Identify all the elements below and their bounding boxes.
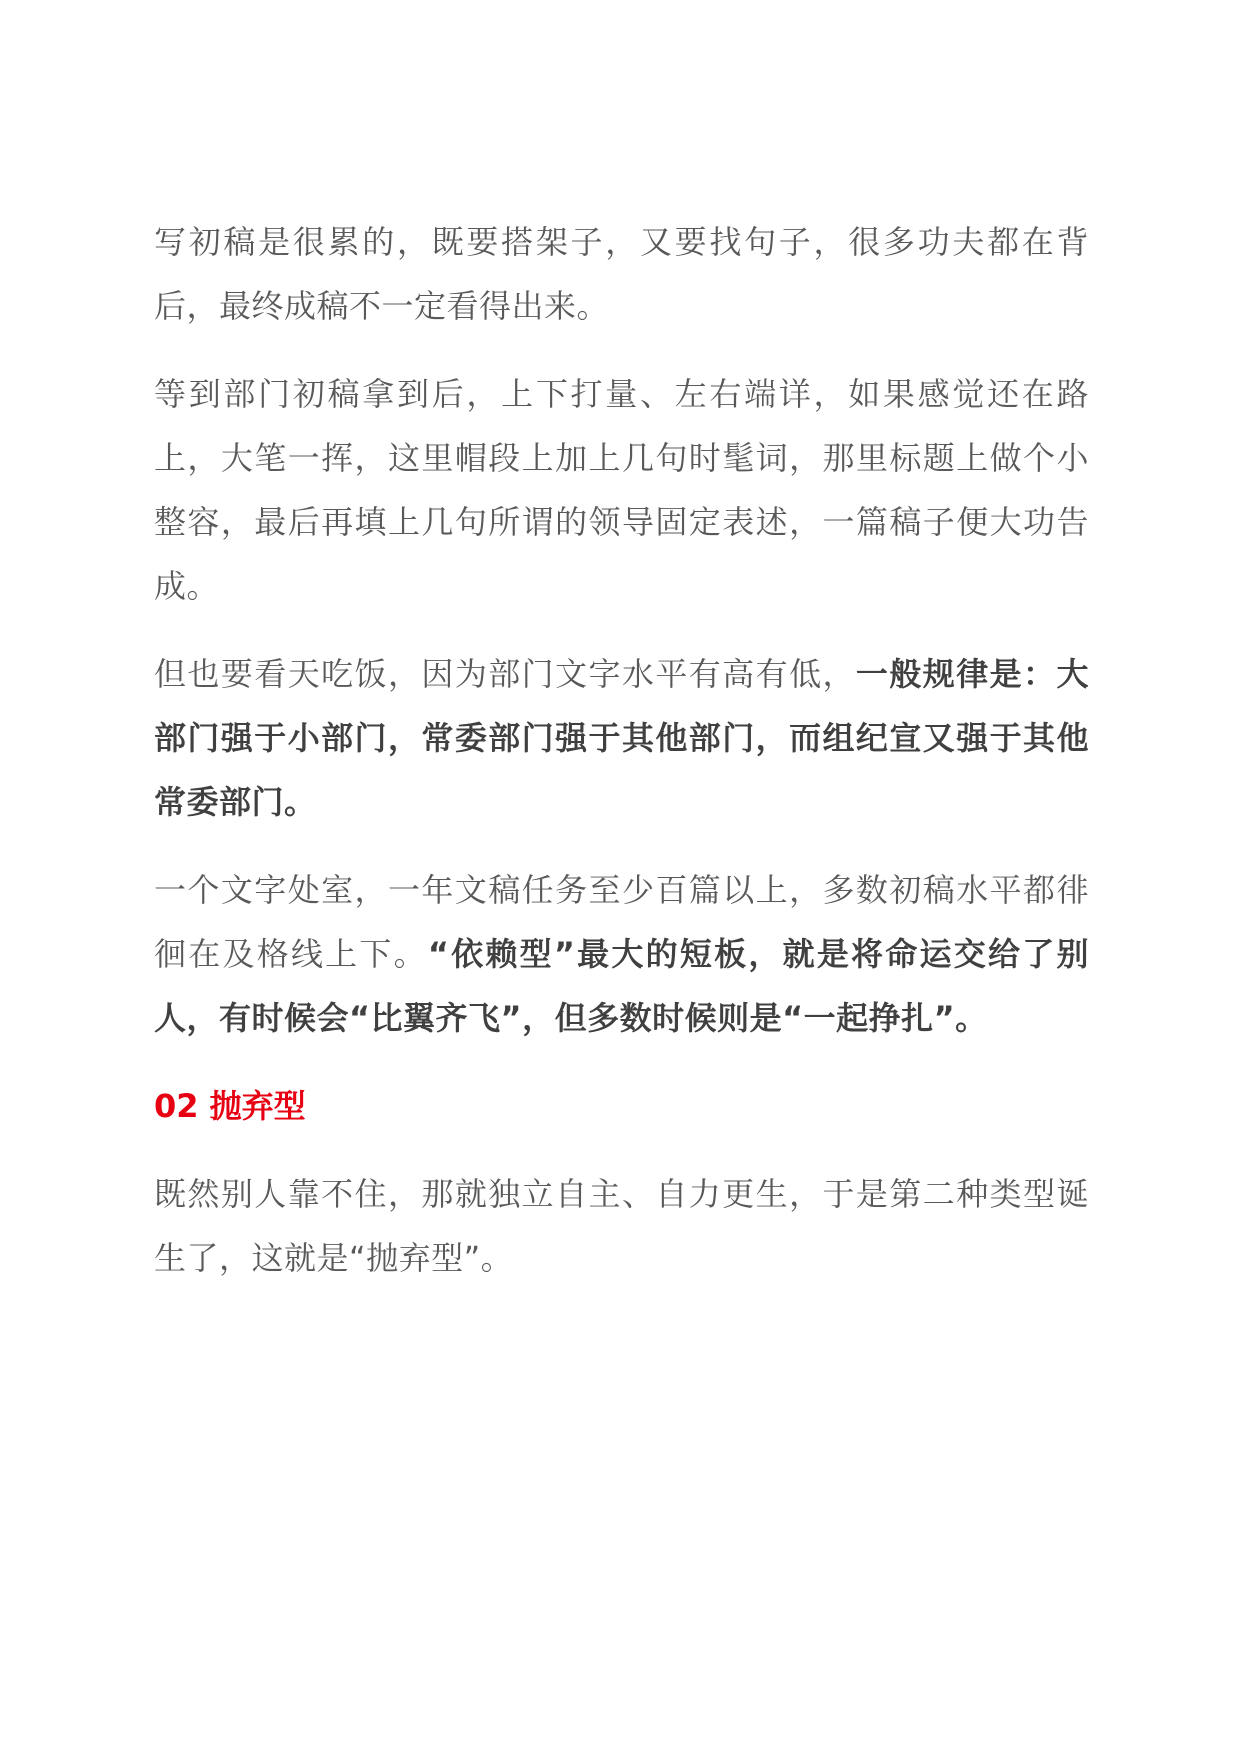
paragraph-text: 写初稿是很累的，既要搭架子，又要找句子，很多功夫都在背后，最终成稿不一定看得出来。 — [154, 223, 1089, 325]
section-heading: 02 抛弃型 — [154, 1087, 306, 1125]
paragraph-text: 等到部门初稿拿到后，上下打量、左右端详，如果感觉还在路上，大笔一挥，这里帽段上加上几句时髦词，那里标题上做个小整容，最后再填上几句所谓的领导固定表述，一篇稿子便大功告成。 — [154, 375, 1089, 605]
article-body — [154, 210, 1089, 1314]
paragraph-first-draft — [154, 210, 1089, 338]
paragraph-dependency-type — [154, 858, 1089, 1050]
paragraph-department-draft — [154, 362, 1089, 618]
paragraph-emphasis: “依赖型”最大的短板，就是将命运交给了别人，有时候会“比翼齐飞”，但多数时候则是“一起挣扎”。 — [154, 935, 1089, 1037]
paragraph-emphasis: 一般规律是：大部门强于小部门，常委部门强于其他部门，而组纪宣又强于其他常委部门。 — [154, 655, 1089, 821]
paragraph-text: 既然别人靠不住，那就独立自主、自力更生，于是第二种类型诞生了，这就是“抛弃型”。 — [154, 1175, 1089, 1277]
paragraph-abandon-type — [154, 1162, 1089, 1290]
paragraph-text: 一个文字处室，一年文稿任务至少百篇以上，多数初稿水平都徘徊在及格线上下。 — [154, 871, 1089, 973]
paragraph-general-rule — [154, 642, 1089, 834]
paragraph-text: 但也要看天吃饭，因为部门文字水平有高有低， — [154, 655, 856, 693]
